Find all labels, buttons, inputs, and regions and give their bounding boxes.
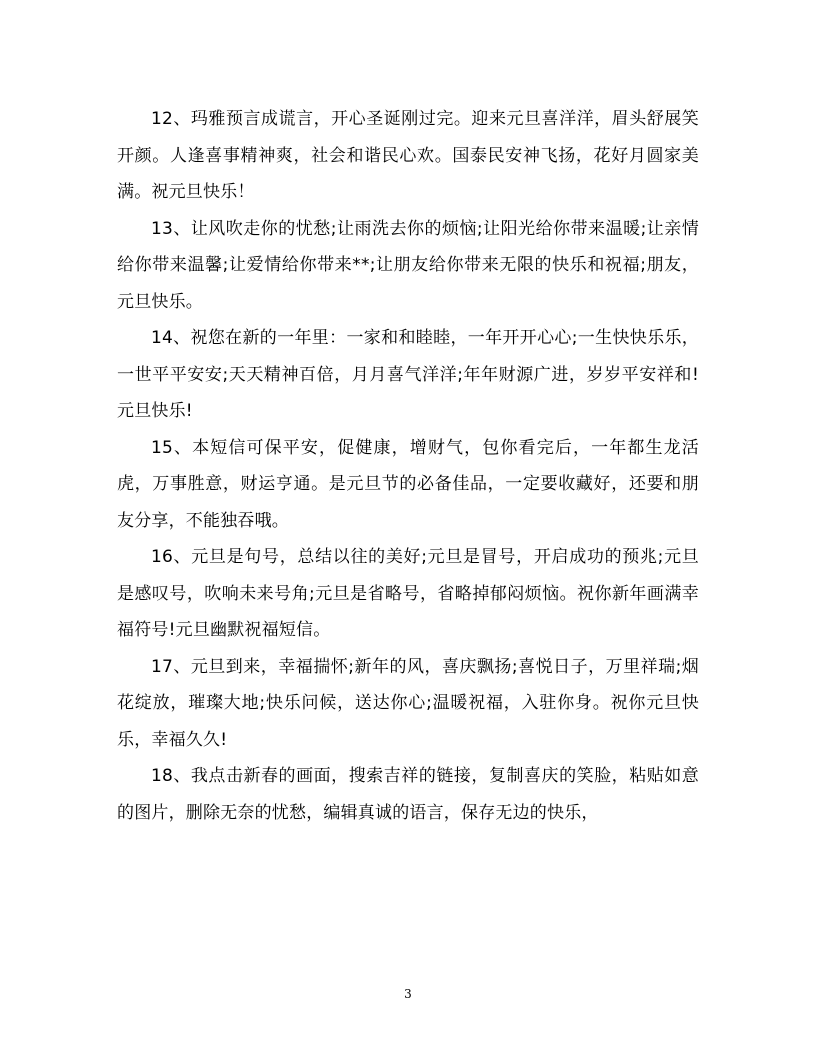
document-body [117, 101, 699, 831]
paragraph-13: 13、让风吹走你的忧愁;让雨洗去你的烦恼;让阳光给你带来温暖;让亲情给你带来温馨;让爱情给你带来**;让朋友给你带来无限的快乐和祝福;朋友，元旦快乐。 [117, 218, 699, 312]
paragraph-12: 12、玛雅预言成谎言，开心圣诞刚过完。迎来元旦喜洋洋，眉头舒展笑开颜。人逢喜事精神爽，社会和谐民心欢。国泰民安神飞扬，花好月圆家美满。祝元旦快乐！ [117, 109, 699, 202]
paragraph-18: 18、我点击新春的画面，搜索吉祥的链接，复制喜庆的笑脸，粘贴如意的图片，删除无奈的忧愁，编辑真诚的语言，保存无边的快乐， [117, 766, 699, 823]
paragraph-17: 17、元旦到来，幸福揣怀;新年的风，喜庆飘扬;喜悦日子，万里祥瑞;烟花绽放，璀璨大地;快乐问候，送达你心;温暖祝福，入驻你身。祝你元旦快乐，幸福久久! [117, 656, 699, 750]
page-number: 3 [404, 987, 412, 1001]
paragraph-14: 14、祝您在新的一年里：一家和和睦睦，一年开开心心;一生快快乐乐，一世平平安安;天天精神百倍，月月喜气洋洋;年年财源广进，岁岁平安祥和!元旦快乐! [117, 328, 699, 421]
paragraph-15: 15、本短信可保平安，促健康，增财气，包你看完后，一年都生龙活虎，万事胜意，财运亨通。是元旦节的必备佳品，一定要收藏好，还要和朋友分享，不能独吞哦。 [117, 437, 699, 531]
paragraph-16: 16、元旦是句号，总结以往的美好;元旦是冒号，开启成功的预兆;元旦是感叹号，吹响未来号角;元旦是省略号，省略掉郁闷烦恼。祝你新年画满幸福符号!元旦幽默祝福短信。 [117, 547, 699, 640]
